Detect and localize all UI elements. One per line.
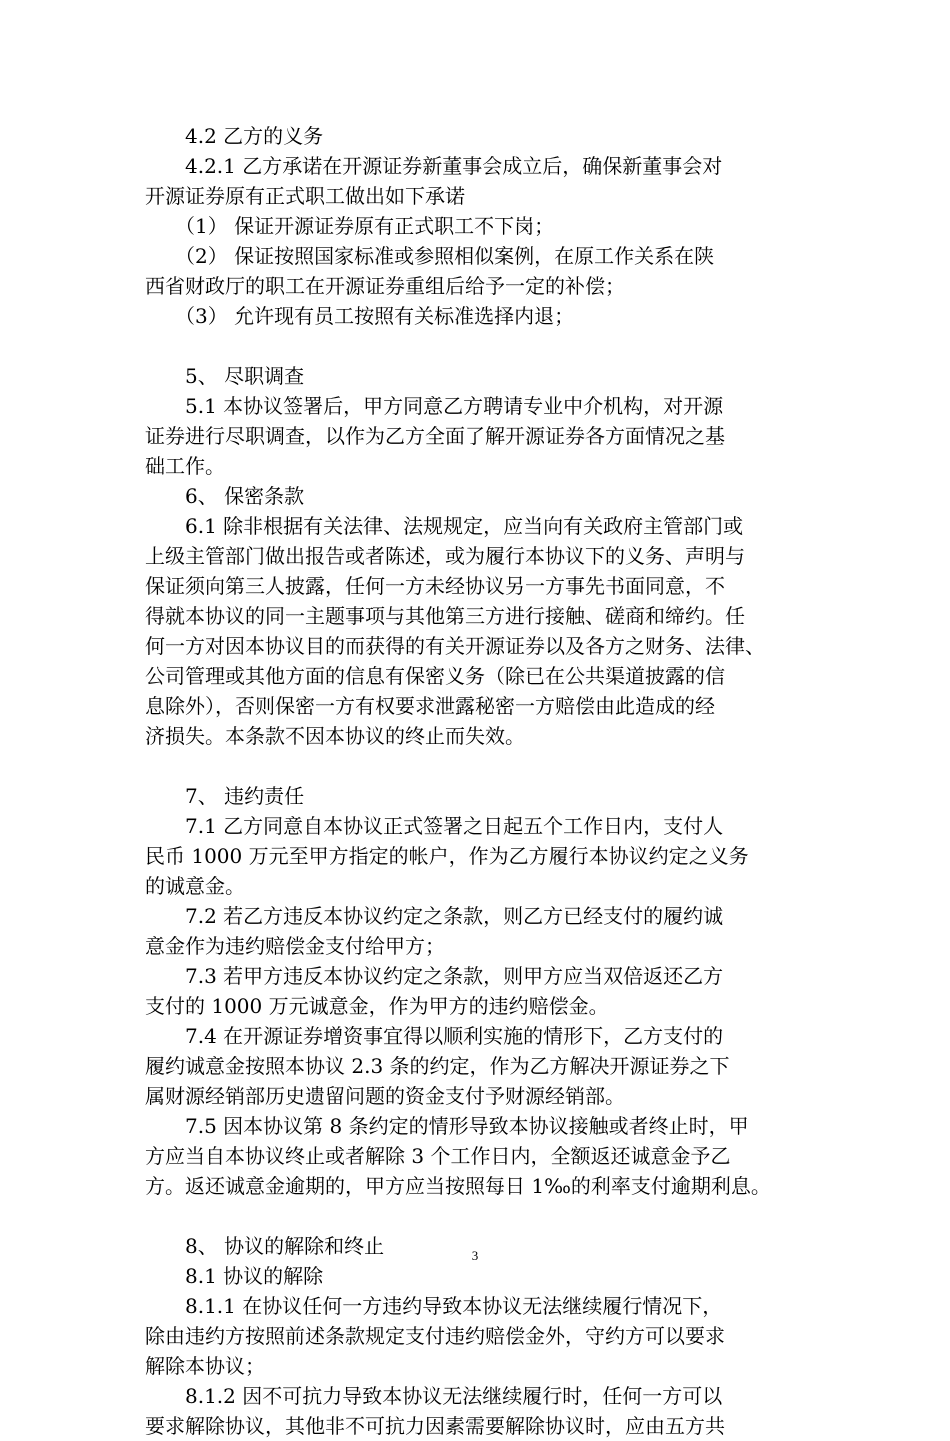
text-line: 济损失。本条款不因本协议的终止而失效。 [145,724,525,748]
text-line: 支付的 1000 万元诚意金，作为甲方的违约赔偿金。 [145,994,609,1018]
text-line: 7.1 乙方同意自本协议正式签署之日起五个工作日内，支付人 [145,814,724,838]
text-line: 7.2 若乙方违反本协议约定之条款，则乙方已经支付的履约诚 [145,904,724,928]
page-number: 3 [471,1248,479,1263]
text-line: 8.1.1 在协议任何一方违约导致本协议无法继续履行情况下， [145,1294,723,1318]
text-line: 8.1 协议的解除 [145,1264,324,1288]
text-line: 4.2 乙方的义务 [145,124,324,148]
text-line: 保证须向第三人披露，任何一方未经协议另一方事先书面同意，不 [145,574,725,598]
text-line: 除由违约方按照前述条款规定支付违约赔偿金外，守约方可以要求 [145,1324,725,1348]
text-line: 西省财政厅的职工在开源证券重组后给予一定的补偿； [145,274,625,298]
blank-line [145,331,825,361]
text-line: 履约诚意金按照本协议 2.3 条的约定，作为乙方解决开源证券之下 [145,1054,730,1078]
text-line: 方应当自本协议终止或者解除 3 个工作日内，全额返还诚意金予乙 [145,1144,731,1168]
text-line: 民币 1000 万元至甲方指定的帐户，作为乙方履行本协议约定之义务 [145,844,749,868]
text-line: 息除外），否则保密一方有权要求泄露秘密一方赔偿由此造成的经 [145,694,715,718]
text-line: 4.2.1 乙方承诺在开源证券新董事会成立后，确保新董事会对 [145,154,723,178]
text-line: （2） 保证按照国家标准或参照相似案例，在原工作关系在陕 [145,244,715,268]
text-line: 8、 协议的解除和终止 [145,1234,385,1258]
text-line: 何一方对因本协议目的而获得的有关开源证券以及各方之财务、法律、 [145,634,765,658]
text-line: （3） 允许现有员工按照有关标准选择内退； [145,304,575,328]
text-line: 7、 违约责任 [145,784,305,808]
text-line: 意金作为违约赔偿金支付给甲方； [145,934,445,958]
text-line: 得就本协议的同一主题事项与其他第三方进行接触、磋商和缔约。任 [145,604,745,628]
text-line: 方。返还诚意金逾期的，甲方应当按照每日 1‰的利率支付逾期利息。 [145,1174,771,1198]
text-line: 7.3 若甲方违反本协议约定之条款，则甲方应当双倍返还乙方 [145,964,724,988]
text-line: 7.5 因本协议第 8 条约定的情形导致本协议接触或者终止时，甲 [145,1114,749,1138]
text-line: 开源证券原有正式职工做出如下承诺 [145,184,465,208]
text-line: 6.1 除非根据有关法律、法规规定，应当向有关政府主管部门或 [145,514,744,538]
text-line: （1） 保证开源证券原有正式职工不下岗； [145,214,555,238]
document-body [145,121,825,1441]
blank-line [145,751,825,781]
text-line: 5、 尽职调查 [145,364,305,388]
text-line: 8.1.2 因不可抗力导致本协议无法继续履行时，任何一方可以 [145,1384,723,1408]
text-line: 7.4 在开源证券增资事宜得以顺利实施的情形下，乙方支付的 [145,1024,724,1048]
text-line: 要求解除协议，其他非不可抗力因素需要解除协议时，应由五方共 [145,1414,725,1438]
text-line: 础工作。 [145,454,225,478]
text-line: 解除本协议； [145,1354,265,1378]
text-line: 证券进行尽职调查，以作为乙方全面了解开源证券各方面情况之基 [145,424,725,448]
text-line: 的诚意金。 [145,874,245,898]
blank-line [145,1201,825,1231]
text-line: 6、 保密条款 [145,484,305,508]
text-line: 上级主管部门做出报告或者陈述，或为履行本协议下的义务、声明与 [145,544,745,568]
text-line: 5.1 本协议签署后，甲方同意乙方聘请专业中介机构，对开源 [145,394,724,418]
text-line: 公司管理或其他方面的信息有保密义务（除已在公共渠道披露的信 [145,664,725,688]
text-line: 属财源经销部历史遗留问题的资金支付予财源经销部。 [145,1084,625,1108]
